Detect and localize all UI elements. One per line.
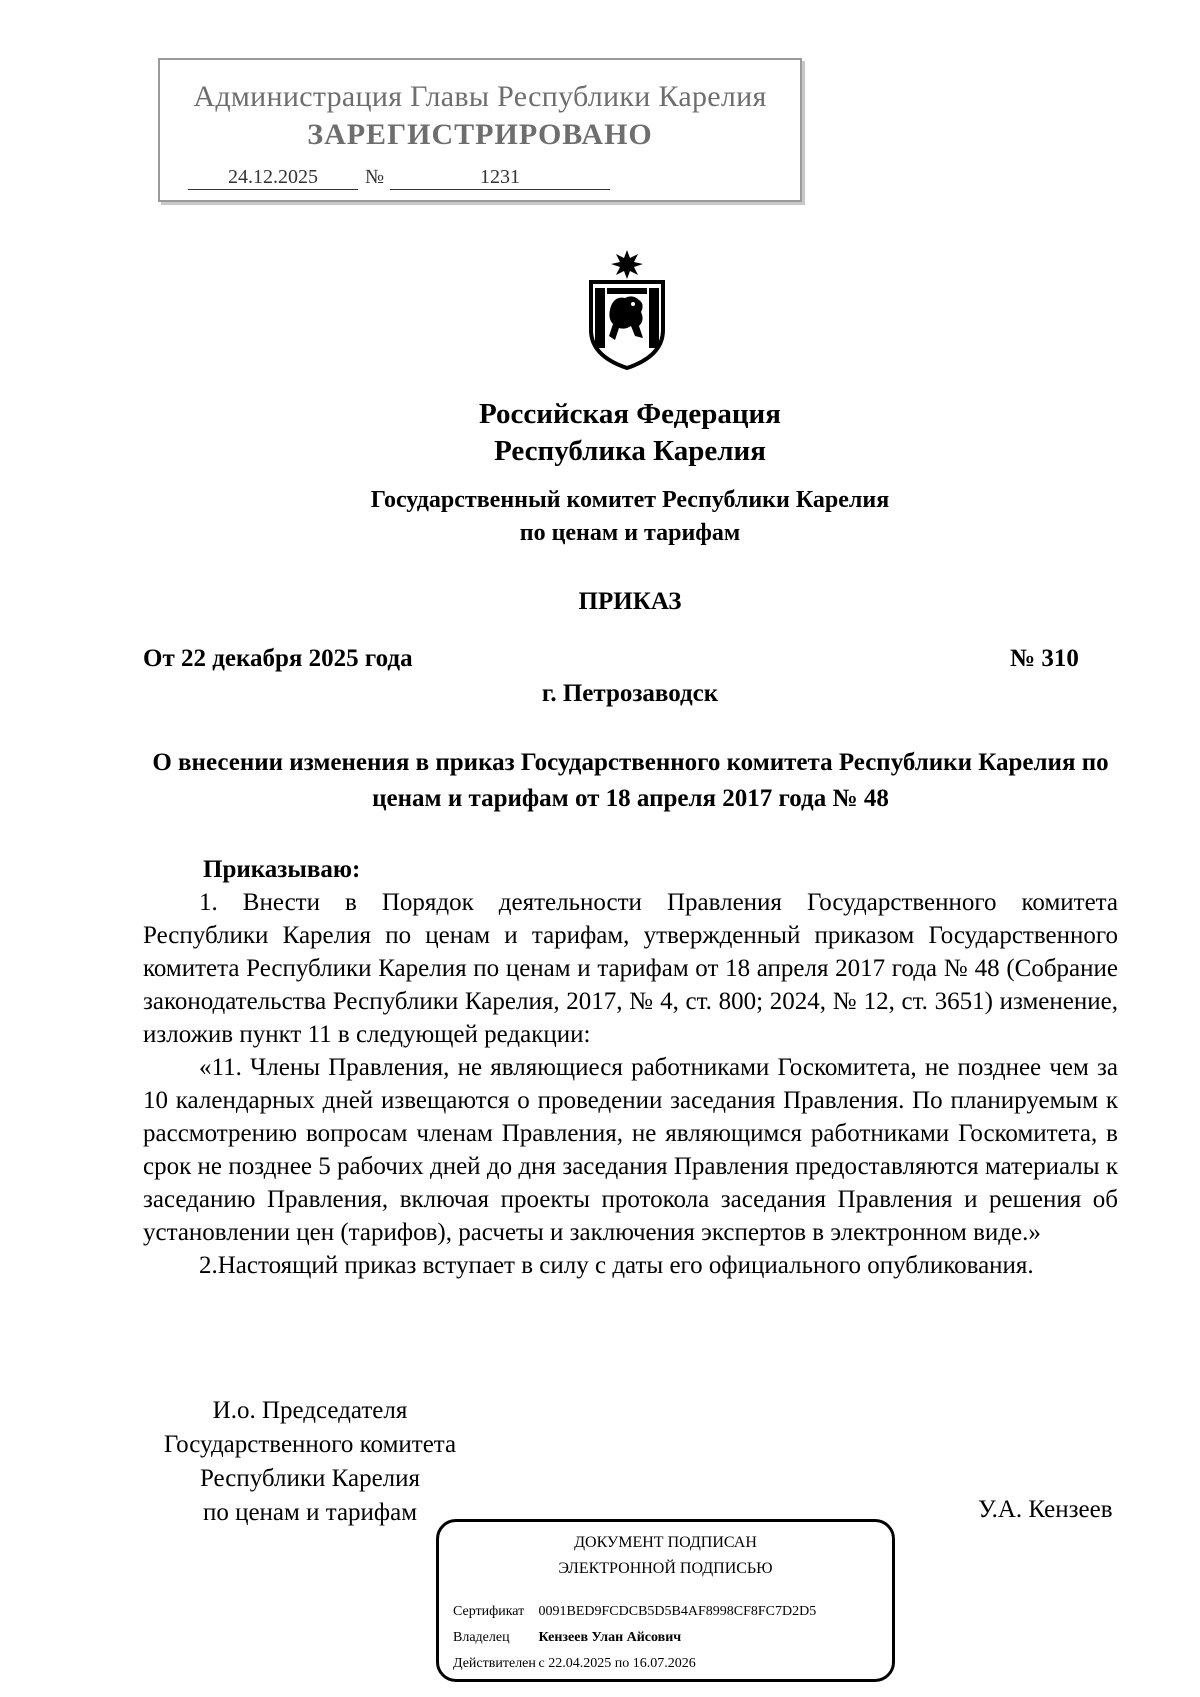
document-body xyxy=(143,853,1118,1282)
registration-number: 1231 xyxy=(390,166,610,190)
header-committee-line2: по ценам и тарифам xyxy=(519,520,741,546)
esig-certificate-row xyxy=(453,1604,816,1620)
esig-owner: Кензеев Улан Айсович xyxy=(538,1630,682,1645)
esig-title-line1: ДОКУМЕНТ ПОДПИСАН xyxy=(574,1534,757,1551)
signer-name: У.А. Кензеев xyxy=(978,1496,1113,1523)
esig-certificate: 0091BED9FCDCB5D5B4AF8998CF8FC7D2D5 xyxy=(538,1604,817,1619)
registration-date: 24.12.2025 xyxy=(188,166,358,190)
signer-position-line: Государственного комитета xyxy=(163,1431,457,1458)
registration-status: ЗАРЕГИСТРИРОВАНО xyxy=(307,118,653,151)
header-committee-line1: Государственный комитет Республики Карелия xyxy=(370,487,890,513)
document-date: От 22 декабря 2025 года xyxy=(143,645,413,672)
signer-position-line: Республики Карелия xyxy=(199,1465,421,1492)
header-republic: Республика Карелия xyxy=(494,435,766,467)
document-type: ПРИКАЗ xyxy=(578,588,682,615)
esig-owner-row xyxy=(453,1630,681,1646)
item-2: 2.Настоящий приказ вступает в силу с даты его официального опубликования. xyxy=(199,1252,1034,1279)
esig-title-line2: ЭЛЕКТРОННОЙ ПОДПИСЬЮ xyxy=(558,1560,773,1577)
document-subject: О внесении изменения в приказ Государственного комитета Республики Карелия по ценам и тарифам от 18 апреля 2017 года № 48 xyxy=(152,749,1109,812)
item-1-quote: «11. Члены Правления, не являющиеся работниками Госкомитета, не позднее чем за 10 календарных дней извещаются о проведении заседания Правления. По планируемым к рассмотрению вопросам членам Правления, не являющимся работниками Госкомитета, в срок не позднее 5 рабочих дней до дня заседания Правления предоставляются материалы к заседанию Правления, включая проекты протокола заседания Правления и решения об установлении цен (тарифов), расчеты и заключения экспертов в электронном виде.» xyxy=(143,1054,1118,1246)
item-1: 1. Внести в Порядок деятельности Правления Государственного комитета Республики Карелия по ценам и тарифам, утвержденный приказом Государственного комитета Республики Карелия по ценам и тарифам от 18 апреля 2017 года № 48 (Собрание законодательства Республики Карелия, 2017, № 4, ст. 800; 2024, № 12, ст. 3651) изменение, изложив пункт 11 в следующей редакции: xyxy=(143,889,1118,1048)
esig-certificate-label: Сертификат xyxy=(453,1604,525,1619)
signer-position xyxy=(140,1394,480,1530)
signer-position-line: по ценам и тарифам xyxy=(202,1499,418,1526)
registration-stamp xyxy=(158,58,802,202)
esig-valid-label: Действителен xyxy=(453,1656,536,1671)
decree-heading: Приказываю: xyxy=(203,856,361,883)
esig-owner-label: Владелец xyxy=(453,1630,510,1645)
esig-valid: с 22.04.2025 по 16.07.2026 xyxy=(538,1656,696,1671)
document-number: № 310 xyxy=(1010,645,1079,672)
karelia-coat-of-arms-icon xyxy=(585,250,669,370)
signer-position-line: И.о. Председателя xyxy=(212,1397,408,1424)
electronic-signature-stamp xyxy=(436,1519,895,1682)
document-city: г. Петрозаводск xyxy=(541,680,719,707)
header-federation: Российская Федерация xyxy=(479,398,781,430)
registration-organization: Администрация Главы Республики Карелия xyxy=(193,80,767,113)
registration-number-label: № xyxy=(365,166,385,188)
esig-valid-row xyxy=(453,1656,696,1672)
